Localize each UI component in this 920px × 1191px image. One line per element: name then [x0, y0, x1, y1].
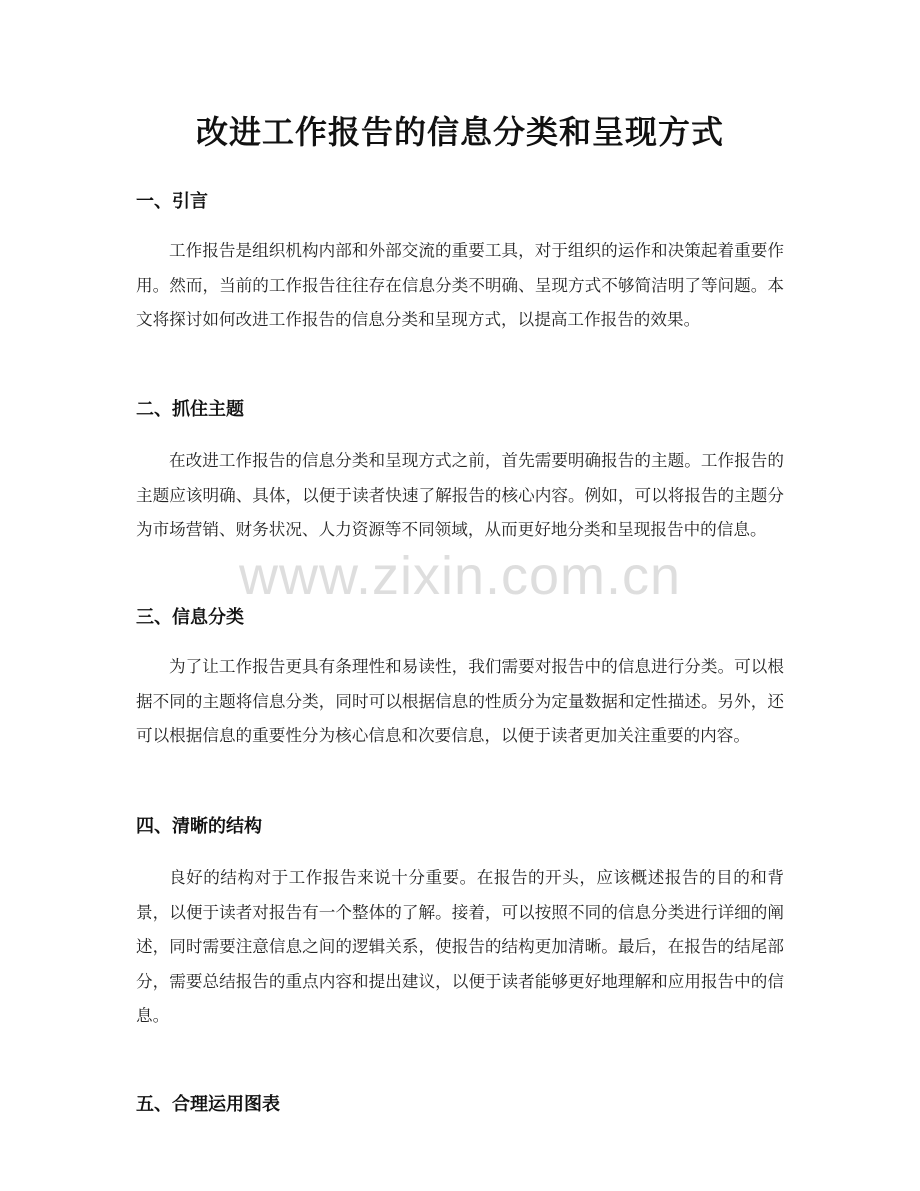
section-heading-theme: 二、抓住主题	[136, 399, 244, 420]
section-heading-charts: 五、合理运用图表	[136, 1094, 280, 1115]
section-paragraph-introduction: 工作报告是组织机构内部和外部交流的重要工具，对于组织的运作和决策起着重要作用。然而，当前的工作报告往往存在信息分类不明确、呈现方式不够简洁明了等问题。本文将探讨如何改进工作报告的信息分类和呈现方式，以提高工作报告的效果。	[136, 241, 784, 329]
section-heading-classification: 三、信息分类	[136, 607, 244, 628]
section-heading-introduction: 一、引言	[136, 191, 208, 212]
watermark: www.zixin.com.cn	[238, 546, 682, 606]
section-paragraph-classification: 为了让工作报告更具有条理性和易读性，我们需要对报告中的信息进行分类。可以根据不同的主题将信息分类，同时可以根据信息的性质分为定量数据和定性描述。另外，还可以根据信息的重要性分为核心信息和次要信息，以便于读者更加关注重要的内容。	[136, 657, 784, 745]
document-title: 改进工作报告的信息分类和呈现方式	[195, 113, 724, 151]
section-heading-structure: 四、清晰的结构	[136, 816, 262, 837]
section-paragraph-theme: 在改进工作报告的信息分类和呈现方式之前，首先需要明确报告的主题。工作报告的主题应该明确、具体，以便于读者快速了解报告的核心内容。例如，可以将报告的主题分为市场营销、财务状况、人力资源等不同领域，从而更好地分类和呈现报告中的信息。	[136, 451, 784, 539]
section-paragraph-structure: 良好的结构对于工作报告来说十分重要。在报告的开头，应该概述报告的目的和背景，以便于读者对报告有一个整体的了解。接着，可以按照不同的信息分类进行详细的阐述，同时需要注意信息之间的逻辑关系，使报告的结构更加清晰。最后，在报告的结尾部分，需要总结报告的重点内容和提出建议，以便于读者能够更好地理解和应用报告中的信息。	[136, 868, 784, 1025]
